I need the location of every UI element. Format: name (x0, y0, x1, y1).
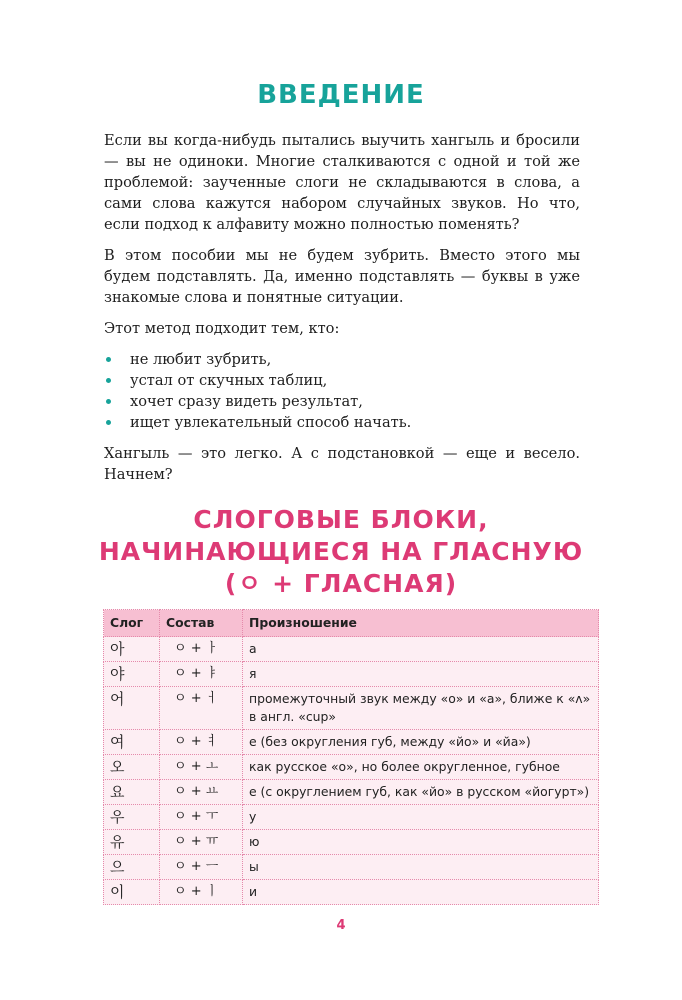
composition-cell: ㅇ + ㅕ (160, 730, 243, 755)
list-item: ищет увлекательный способ начать. (104, 412, 580, 433)
column-header-syllable: Слог (104, 610, 160, 637)
table-row (104, 755, 599, 780)
pronunciation-cell: а (243, 637, 599, 662)
table-row (104, 805, 599, 830)
composition-cell: ㅇ + ㅏ (160, 637, 243, 662)
composition-cell: ㅇ + ㅑ (160, 662, 243, 687)
table-row (104, 880, 599, 905)
section-title (0, 504, 682, 600)
composition-cell: ㅇ + ㅜ (160, 805, 243, 830)
pronunciation-cell: ю (243, 830, 599, 855)
syllable-cell: 으 (104, 855, 160, 880)
syllable-cell: 어 (104, 687, 160, 730)
bullet-dot-icon (106, 378, 111, 383)
bullet-list (104, 349, 580, 433)
bullet-dot-icon (106, 420, 111, 425)
syllable-cell: 요 (104, 780, 160, 805)
intro-body (104, 130, 580, 495)
pronunciation-cell: промежуточный звук между «о» и «а», ближе к «ʌ» в англ. «cup» (243, 687, 599, 730)
bullet-dot-icon (106, 357, 111, 362)
composition-cell: ㅇ + ㅗ (160, 755, 243, 780)
intro-paragraph: Этот метод подходит тем, кто: (104, 320, 340, 337)
pronunciation-cell: у (243, 805, 599, 830)
syllable-cell: 야 (104, 662, 160, 687)
table-row (104, 637, 599, 662)
pronunciation-cell: и (243, 880, 599, 905)
syllable-cell: 아 (104, 637, 160, 662)
table-row (104, 730, 599, 755)
syllable-cell: 우 (104, 805, 160, 830)
table-row (104, 662, 599, 687)
intro-title: ВВЕДЕНИЕ (257, 80, 425, 110)
pronunciation-cell: ы (243, 855, 599, 880)
pronunciation-cell: я (243, 662, 599, 687)
composition-cell: ㅇ + ㅠ (160, 830, 243, 855)
syllable-cell: 오 (104, 755, 160, 780)
composition-cell: ㅇ + ㅛ (160, 780, 243, 805)
list-item: не любит зубрить, (104, 349, 580, 370)
section-title-line: (ㅇ + ГЛАСНАЯ) (224, 569, 458, 598)
table-header-row (104, 610, 599, 637)
bullet-dot-icon (106, 399, 111, 404)
table-row (104, 830, 599, 855)
section-title-line: СЛОГОВЫЕ БЛОКИ, (193, 505, 489, 534)
syllable-cell: 이 (104, 880, 160, 905)
page-number: 4 (336, 918, 346, 933)
composition-cell: ㅇ + ㅓ (160, 687, 243, 730)
list-item: устал от скучных таблиц, (104, 370, 580, 391)
composition-cell: ㅇ + ㅡ (160, 855, 243, 880)
list-item: хочет сразу видеть результат, (104, 391, 580, 412)
section-title-line: НАЧИНАЮЩИЕСЯ НА ГЛАСНУЮ (98, 537, 584, 566)
composition-cell: ㅇ + ㅣ (160, 880, 243, 905)
intro-closing: Хангыль — это легко. А с подстановкой — еще и весело. Начнем? (104, 445, 580, 483)
syllable-cell: 유 (104, 830, 160, 855)
column-header-pronunciation: Произношение (243, 610, 599, 637)
column-header-composition: Состав (160, 610, 243, 637)
table-row (104, 687, 599, 730)
pronunciation-cell: е (с округлением губ, как «йо» в русском «йогурт») (243, 780, 599, 805)
table-row (104, 780, 599, 805)
pronunciation-cell: как русское «о», но более округленное, губное (243, 755, 599, 780)
table-row (104, 855, 599, 880)
intro-paragraph: В этом пособии мы не будем зубрить. Вместо этого мы будем подставлять. Да, именно подставлять — буквы в уже знакомые слова и понятные ситуации. (104, 247, 580, 306)
intro-paragraph: Если вы когда-нибудь пытались выучить хангыль и бросили — вы не одиноки. Многие сталкиваются с одной и той же проблемой: заученные слоги не складываются в слова, а сами слова кажутся набором случайных звуков. Но что, если подход к алфавиту можно полностью поменять? (104, 132, 580, 233)
syllable-table (103, 609, 599, 905)
pronunciation-cell: е (без округления губ, между «йо» и «йа») (243, 730, 599, 755)
syllable-cell: 여 (104, 730, 160, 755)
